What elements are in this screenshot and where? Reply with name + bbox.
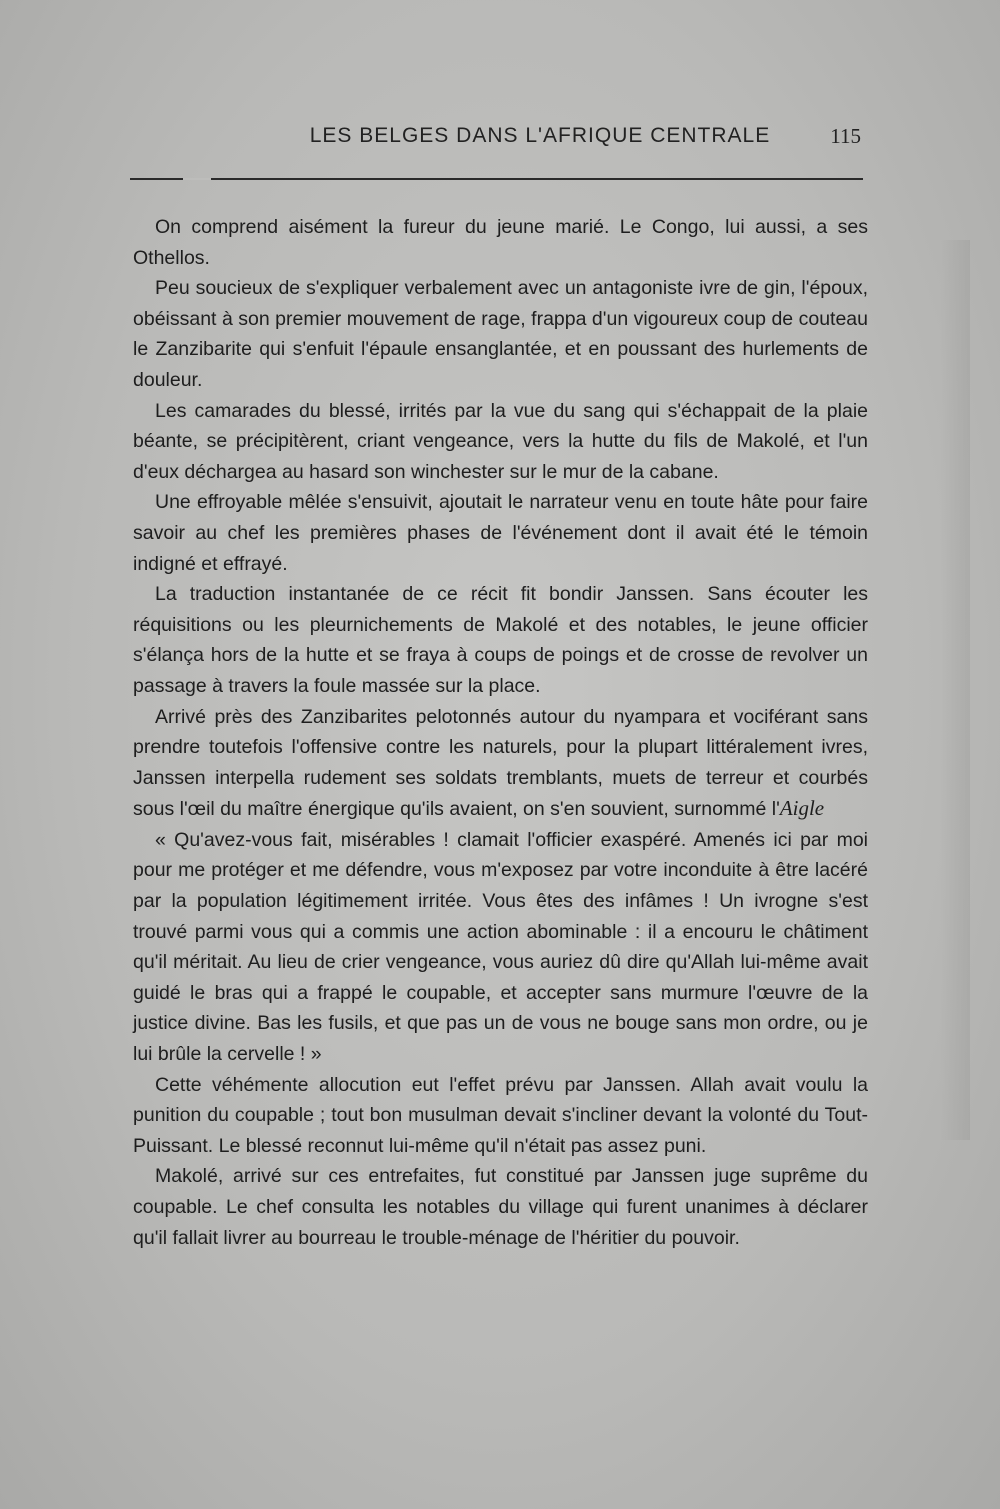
paragraph-6-text: Arrivé près des Zanzibarites pelotonnés autour du nyampara et vociférant sans prendre toutefois l'offensive contre les naturels, pour la plupart littéralement ivres, Janssen interpella rudement ses soldats tremblants, muets de terreur et courbés sous l'œil du maître énergique qu'ils avaient, on s'en souvient, surnommé bbox=[133, 705, 868, 821]
paragraph-2: Peu soucieux de s'expliquer verbalement avec un antagoniste ivre de gin, l'époux, obéissant à son premier mouvement de rage, frappa d'un vigoureux coup de couteau le Zanzibarite qui s'enfuit l'épaule ensanglantée, et en poussant des hurlements de douleur. bbox=[133, 277, 868, 391]
paragraph-7: « Qu'avez-vous fait, misérables ! clamait l'officier exaspéré. Amenés ici par moi pour me protéger et me défendre, vous m'exposez par votre inconduite à être lacéré par la population légitimement irritée. Vous êtes des infâmes ! Un ivrogne s'est trouvé parmi vous qui a commis une action abominable : il a encouru le châtiment qu'il méritait. Au lieu de crier vengeance, vous auriez dû dire qu'Allah lui-même avait guidé le bras qui a frappé le coupable, et accepter sans murmure l'œuvre de la justice divine. Bas les fusils, et que pas un de vous ne bouge sans mon ordre, ou je lui brûle la cervelle ! » bbox=[133, 828, 868, 1066]
paragraph-1: On comprend aisément la fureur du jeune marié. Le Congo, lui aussi, a ses Othellos. bbox=[133, 216, 868, 269]
paragraph-4: Une effroyable mêlée s'ensuivit, ajoutait le narrateur venu en toute hâte pour faire savoir au chef les premières phases de l'événement dont il avait été le témoin indigné et effrayé. bbox=[133, 491, 868, 575]
paragraph-6 bbox=[133, 702, 868, 825]
page-header bbox=[130, 124, 865, 158]
aigle-nickname: Aigle bbox=[779, 796, 825, 821]
page-shadow bbox=[940, 240, 970, 1140]
paragraph-5: La traduction instantanée de ce récit fit bondir Janssen. Sans écouter les réquisitions ou les pleurnichements de Makolé et des notables, le jeune officier s'élança hors de la hutte et se fraya à coups de poings et de crosse de revolver un passage à travers la foule massée sur la place. bbox=[133, 583, 868, 697]
running-title: LES BELGES DANS L'AFRIQUE CENTRALE bbox=[309, 124, 771, 147]
paragraph-9: Makolé, arrivé sur ces entrefaites, fut constitué par Janssen juge suprême du coupable. Le chef consulta les notables du village qui furent unanimes à déclarer qu'il fallait livrer au bourreau le trouble-ménage de l'héritier du pouvoir. bbox=[133, 1165, 868, 1249]
page-number: 115 bbox=[830, 124, 861, 148]
header-rule bbox=[130, 178, 863, 180]
body-text bbox=[133, 212, 868, 1253]
aigle-article: l' bbox=[771, 798, 780, 821]
paragraph-8: Cette véhémente allocution eut l'effet prévu par Janssen. Allah avait voulu la punition du coupable ; tout bon musulman devait s'incliner devant la volonté du Tout-Puissant. Le blessé reconnut lui-même qu'il n'était pas assez puni. bbox=[133, 1073, 868, 1157]
paragraph-3: Les camarades du blessé, irrités par la vue du sang qui s'échappait de la plaie béante, se précipitèrent, criant vengeance, vers la hutte du fils de Makolé, et l'un d'eux déchargea au hasard son winchester sur le mur de la cabane. bbox=[133, 399, 868, 483]
header-rule-gap bbox=[183, 178, 211, 180]
